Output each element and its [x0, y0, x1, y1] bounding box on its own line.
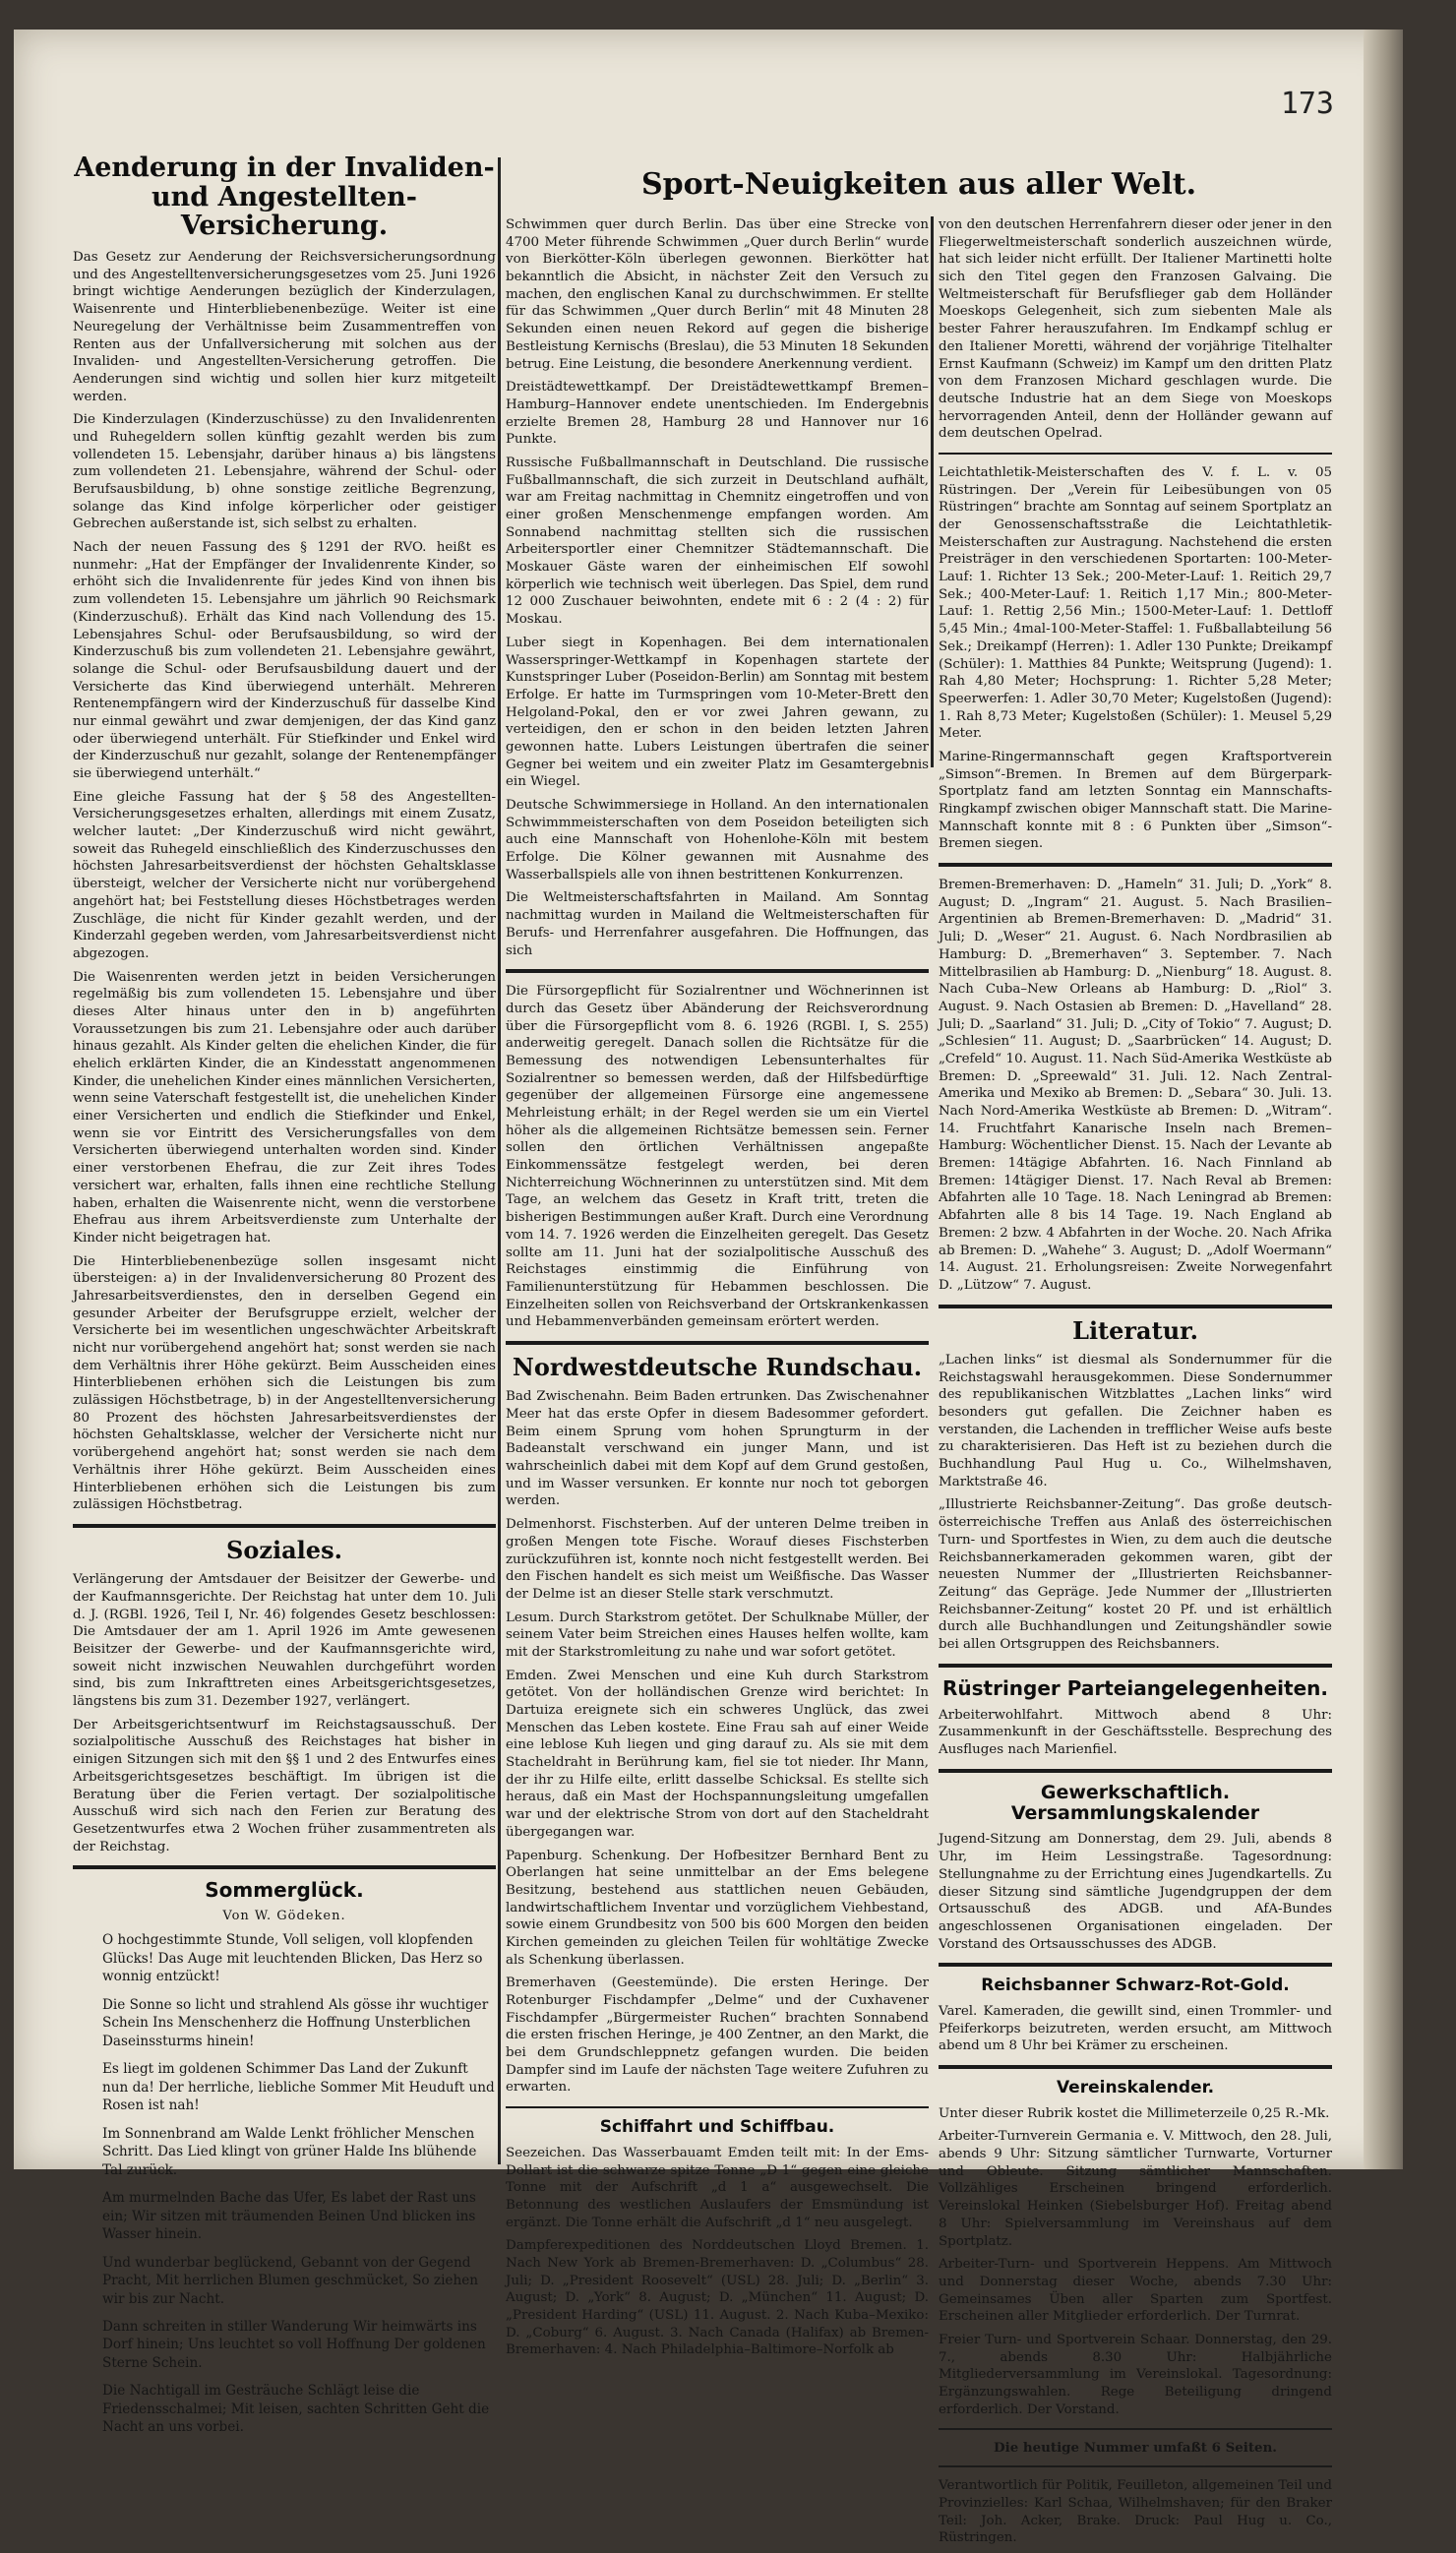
- paragraph: Emden. Zwei Menschen und eine Kuh durch Starkstrom getötet. Von der holländischen Grenze wird berichtet: In Dartuiza ereignete sich ein schweres Unglück, das zwei Menschen das Leben kostete. Eine Frau sah auf einer Weide eine leblose Kuh liegen und ging darauf zu. Als sie mit dem Stacheldraht in Berührung kam, fiel sie tot nieder. Ihr Mann, der ihr zu Hilfe eilte, erlitt dasselbe Schicksal. Es stellte sich heraus, daß ein Mast der Hochspannungsleitung umgefallen war und der elektrische Strom von dort auf den Stacheldraht übergegangen war.: [506, 1668, 929, 1840]
- poem: [73, 1931, 496, 2437]
- paragraph: „Lachen links“ ist diesmal als Sondernummer für die Reichstagswahl herausgekommen. Diese Sondernummer des republikanischen Witzblattes „Lachen links“ wird besonders gut gefallen. Die Zeichner haben es verstanden, die Lachenden in trefflicher Weise aufs beste zu charakterisieren. Das Heft ist zu beziehen durch die Buchhandlung Paul Hug u. Co., Wilhelmshaven, Marktstraße 46.: [939, 1352, 1332, 1489]
- divider: [939, 863, 1332, 867]
- paragraph: Das Gesetz zur Aenderung der Reichsversicherungsordnung und des Angestelltenversicherungsgesetzes vom 25. Juni 1926 bringt wichtige Aenderungen bezüglich der Kinderzulagen, Waisenrente und Hinterbliebenenbezüge. Weiter ist eine Neuregelung der Verhältnisse beim Zusammentreffen von Renten aus der Unfallversicherung mit solchen aus der Invaliden- und Angestellten-Versicherung getroffen. Die Aenderungen sind wichtig und sollen hier kurz mitgeteilt werden.: [73, 250, 496, 404]
- paragraph: Russische Fußballmannschaft in Deutschland. Die russische Fußballmannschaft, die sich zurzeit in Deutschland aufhält, war am Freitag nachmittag in Chemnitz eingetroffen und von einer großen Menschenmenge empfangen worden. Am Sonnabend nachmittag stellten sich die russischen Arbeitersportler einer Chemnitzer Städtemannschaft. Die Moskauer Gäste waren der einheimischen Elf sowohl körperlich wie technisch weit überlegen. Das Spiel, dem rund 12 000 Zuschauer beiwohnten, endete mit 6 : 2 (4 : 2) für Moskau.: [506, 455, 929, 628]
- section-title-vereinskalender: Vereinskalender.: [1056, 2078, 1215, 2098]
- paragraph: von den deutschen Herrenfahrern dieser oder jener in den Fliegerweltmeisterschaft sonderlich auszeichnen würde, hat sich leider nicht erfüllt. Der Italiener Martinetti holte sich den Titel gegen den Franzosen Galvaing. Die Weltmeisterschaft für Berufsflieger gab dem Holländer Moeskops Gelegenheit, sich zum siebenten Male als bester Fahrer herauszufahren. Im Endkampf schlug er den Italiener Moretti, während der vorjährige Titelhalter Ernst Kaufmann (Schweiz) im Kampf um den dritten Platz von dem Franzosen Michard geschlagen wurde. Die deutsche Industrie hat an dem Siege von Moeskops hervorragenden Anteil, denn der Holländer gewann auf dem deutschen Opelrad.: [939, 217, 1332, 442]
- paragraph: Marine-Ringermannschaft gegen Kraftsportverein „Simson“-Bremen. In Bremen auf dem Bürgerpark-Sportplatz fand am letzten Sonntag ein Mannschafts-Ringkampf zwischen obiger Mannschaft statt. Die Marine-Mannschaft konnte mit 8 : 6 Punkten über „Simson“-Bremen siegen.: [939, 749, 1332, 852]
- paragraph: Papenburg. Schenkung. Der Hofbesitzer Bernhard Bent zu Oberlangen hat seine unmittelbar an der Ems belegene Besitzung, bestehend aus stattlichen neuen Gebäuden, landwirtschaftlichem Inventar und vorzüglichem Viehbestand, sowie einem Grundbesitz von 500 bis 600 Morgen den beiden Kirchen gemeinden zu gleichen Teilen für wohltätige Zwecke als Schenkung überlassen.: [506, 1848, 929, 1968]
- paragraph: Die Hinterbliebenenbezüge sollen insgesamt nicht übersteigen: a) in der Invalidenversicherung 80 Prozent des Jahresarbeitsverdienstes, den in derselben Gegend ein gesunder Arbeiter der Berufsgruppe erzielt, welcher der Versicherte bei im wesentlichen ungeschwächter Arbeitskraft nicht nur vorübergehend angehört hat; sonst werden sie nach dem Verhältnis ihrer Höhe gekürzt. Beim Ausscheiden eines Hinterbliebenen erhöhen sich die Leistungen bis zum zulässigen Höchstbetrage, b) in der Angestelltenversicherung 80 Prozent des höchsten Jahresarbeitsverdienstes der höchsten Gehaltsklasse, welcher der Versicherte nicht nur vorübergehend angehört hat; sonst werden sie nach dem Verhältnis ihrer Höhe gekürzt. Beim Ausscheiden eines Hinterbliebenen erhöhen sich die Leistungen bis zum zulässigen Höchstbetrag.: [73, 1253, 496, 1513]
- paragraph: Arbeiter-Turnverein Germania e. V. Mittwoch, den 28. Juli, abends 9 Uhr: Sitzung sämtlicher Turnwarte, Vorturner und Obleute. Sitzung sämtlicher Mannschaften. Vollzähliges Erscheinen bringend erforderlich. Vereinslokal Heinken (Siebelsburger Hof). Freitag abend 8 Uhr: Spielversammlung im Vereinshaus auf dem Sportplatz.: [939, 2129, 1332, 2249]
- paragraph: Unter dieser Rubrik kostet die Millimeterzeile 0,25 R.-Mk.: [939, 2105, 1330, 2121]
- section-title-gewerkschaft: Gewerkschaftlich. Versammlungskalender: [1010, 1781, 1260, 1824]
- imprint: Verantwortlich für Politik, Feuilleton, allgemeinen Teil und Provinzielles: Karl Schaa, Wilhelmshaven; für den Braker Teil: Joh. Acker, Brake. Druck: Paul Hug u. Co., Rüstringen.: [939, 2478, 1332, 2546]
- divider: [73, 1865, 496, 1869]
- poem-stanza: Die Nachtigall im Gesträuche Schlägt leise die Friedensschalmei; Mit leisen, sachten Schritten Geht die Nacht an uns vorbei.: [102, 2383, 490, 2436]
- section-title-partei: Rüstringer Parteiangelegenheiten.: [941, 1675, 1328, 1700]
- paragraph: Arbeiter-Turn- und Sportverein Heppens. Am Mittwoch und Donnerstag dieser Woche, abends 7.30 Uhr: Gemeinsames Üben aller Sparten zum Sportfest. Erscheinen aller Mitglieder erforderlich. Der Turnrat.: [939, 2257, 1332, 2325]
- divider: [939, 453, 1332, 455]
- article-title-invaliden: Aenderung in der Invaliden- und Angestellten-Versicherung.: [74, 152, 495, 242]
- poem-stanza: Die Sonne so licht und strahlend Als gösse ihr wuchtiger Schein Ins Menschenherz die Hoffnung Unsterblichen Daseinssturms hinein!: [102, 1996, 489, 2049]
- newspaper-page: [14, 30, 1403, 2546]
- paragraph: Dreistädtewettkampf. Der Dreistädtewettkampf Bremen–Hamburg–Hannover endete unentschieden. Im Endergebnis erzielte Bremen 28, Hamburg 28 und Hannover nur 16 Punkte.: [506, 380, 929, 448]
- paragraph: Luber siegt in Kopenhagen. Bei dem internationalen Wasserspringer-Wettkampf in Kopenhagen startete der Kunstspringer Luber (Poseidon-Berlin) am Sonntag mit bestem Erfolge. Er hatte im Turmspringen vom 10-Meter-Brett den Helgoland-Pokal, den er vor zwei Jahren gewann, zu verteidigen, den er schon in den beiden letzten Jahren gewonnen hatte. Lubers Leistungen übertrafen die seiner Gegner bei weitem und ein zweiter Platz im Gesamtergebnis ein Wiegel.: [506, 635, 929, 790]
- paragraph: Bremen-Bremerhaven: D. „Hameln“ 31. Juli; D. „York“ 8. August; D. „Ingram“ 21. August. 5. Nach Brasilien–Argentinien ab Bremen-Bremerhaven: D. „Madrid“ 31. Juli; D. „Weser“ 21. August. 6. Nach Nordbrasilien ab Hamburg: D. „Bremerhaven“ 3. September. 7. Nach Mittelbrasilien ab Hamburg: D. „Nienburg“ 18. August. 8. Nach Cuba–New Orleans ab Hamburg: D. „Riol“ 3. August. 9. Nach Ostasien ab Bremen: D. „Havelland“ 28. Juli; D. „Saarland“ 31. Juli; D. „City of Tokio“ 7. August; D. „Schlesien“ 11. August; D. „Saarbrücken“ 14. August; D. „Crefeld“ 10. August. 11. Nach Süd-Amerika Westküste ab Bremen: D. „Spreewald“ 31. Juli. 12. Nach Zentral-Amerika und Mexiko ab Bremen: D. „Sebara“ 30. Juli. 13. Nach Nord-Amerika Westküste ab Bremen: D. „Witram“. 14. Fruchtfahrt Kanarische Inseln nach Bremen–Hamburg: Wöchentlicher Dienst. 15. Nach der Levante ab Bremen: 14tägige Abfahrten. 16. Nach Finnland ab Bremen: 14tägiger Dienst. 17. Nach Reval ab Bremen: Abfahrten alle 10 Tage. 18. Nach Leningrad ab Bremen: Abfahrten alle 8 bis 14 Tage. 19. Nach England ab Bremen: 2 bzw. 4 Abfahrten in der Woche. 20. Nach Afrika ab Bremen: D. „Wahehe“ 3. August; D. „Adolf Woermann“ 14. August. 21. Erholungsreisen: Zweite Norwegenfahrt D. „Lützow“ 7. August.: [939, 878, 1332, 1293]
- section-title-literatur: Literatur.: [1072, 1315, 1198, 1345]
- divider: [939, 1664, 1332, 1668]
- divider: [939, 2465, 1332, 2467]
- paragraph: Die Weltmeisterschaftsfahrten in Mailand. Am Sonntag nachmittag wurden in Mailand die Weltmeisterschaften für Berufs- und Herrenfahrer ausgefahren. Die Hoffnungen, das sich: [506, 890, 929, 958]
- poem-stanza: Am murmelnden Bache das Ufer, Es labet der Rast uns ein; Wir sitzen mit träumenden Beinen Und blicken ins Wasser hinein.: [102, 2190, 476, 2243]
- page-edge: [1364, 30, 1403, 2169]
- divider: [939, 1769, 1332, 1773]
- sport-headline: Sport-Neuigkeiten aus aller Welt.: [640, 167, 1197, 202]
- paragraph: Arbeiterwohlfahrt. Mittwoch abend 8 Uhr: Zusammenkunft in der Geschäftsstelle. Besprechung des Ausfluges nach Marienfiel.: [939, 1707, 1332, 1758]
- section-title-reichsbanner: Reichsbanner Schwarz-Rot-Gold.: [981, 1976, 1290, 1996]
- paragraph: Eine gleiche Fassung hat der § 58 des Angestellten-Versicherungsgesetzes erhalten, allerdings mit einem Zusatz, welcher lautet: „Der Kinderzuschuß wird nicht gewährt, soweit das Ruhegeld einschließlich des Kinderzuschusses den höchsten Jahresarbeitsverdienst der höchsten Gehaltsklasse übersteigt, welcher der Versicherte nicht nur vorübergehend angehört hat; bei Feststellung dieses Höchstbetrages werden Zuschläge, die nicht für Kinder gezahlt werden, und der Kinderzahl gegeben werden, vom Jahresarbeitsverdienst nicht abgezogen.: [73, 789, 496, 961]
- paragraph: Leichtathletik-Meisterschaften des V. f. L. v. 05 Rüstringen. Der „Verein für Leibesübungen von 05 Rüstringen“ brachte am Sonntag auf seinem Sportplatz an der Genossenschaftsstraße die Leichtathletik-Meisterschaften zur Austragung. Nachstehend die ersten Preisträger in den verschiedenen Sportarten: 100-Meter-Lauf: 1. Richter 13 Sek.; 200-Meter-Lauf: 1. Reitich 29,7 Sek.; 400-Meter-Lauf: 1. Reitich 1,17 Min.; 800-Meter-Lauf: 1. Rettig 2,56 Min.; 1500-Meter-Lauf: 1. Dettloff 5,45 Min.; 4mal-100-Meter-Staffel: 1. Fußballabteilung 56 Sek.; Dreikampf (Herren): 1. Adler 130 Punkte; Dreikampf (Schüler): 1. Matthies 84 Punkte; Weitsprung (Jugend): 1. Rah 4,80 Meter; Hochsprung: 1. Richter 5,28 Meter; Speerwerfen: 1. Adler 30,70 Meter; Kugelstoßen (Jugend): 1. Rah 8,73 Meter; Kugelstoßen (Schüler): 1. Meusel 5,29 Meter.: [939, 464, 1332, 742]
- divider: [506, 969, 929, 973]
- paragraph: Verlängerung der Amtsdauer der Beisitzer der Gewerbe- und der Kaufmannsgerichte. Der Reichstag hat unter dem 10. Juli d. J. (RGBl. 1926, Teil I, Nr. 46) folgendes Gesetz beschlossen: Die Amtsdauer der am 1. April 1926 im Amte gewesenen Beisitzer der Gewerbe- und der Kaufmannsgerichte wird, soweit nicht inzwischen Neuwahlen durchgeführt worden sind, bis zum Inkrafttreten eines Arbeitsgerichtsgesetzes, längstens bis zum 31. Dezember 1927, verlängert.: [73, 1572, 496, 1710]
- paragraph: Die Fürsorgepflicht für Sozialrentner und Wöchnerinnen ist durch das Gesetz über Abänderung der Reichsverordnung über die Fürsorgepflicht vom 8. 6. 1926 (RGBl. I, S. 255) anderweitig geregelt. Danach sollen die Richtsätze für die Bemessung des notwendigen Lebensunterhaltes für Sozialrentner so bemessen werden, daß der Hilfsbedürftige gegenüber der allgemeinen Fürsorge eine angemessene Mehrleistung erhält; in der Regel werden sie um ein Viertel höher als die allgemeinen Richtsätze bemessen sein. Ferner sollen den örtlichen Verhältnissen angepaßte Einkommenssätze festgelegt werden, bei deren Nichterreichung Wöchnerinnen zu unterstützen sind. Mit dem Tage, an welchem das Gesetz in Kraft tritt, treten die bisherigen Bestimmungen außer Kraft. Durch eine Verordnung vom 14. 7. 1926 werden die Einzelheiten geregelt. Das Gesetz sollte am 11. Juni hat der sozialpolitische Ausschuß des Reichstages einstimmig die Einführung von Familienunterstützung für Hebammen beschlossen. Die Einzelheiten sollen von Reichsverband der Ortskrankenkassen und Hebammenverbänden gemeinsam erörtert werden.: [506, 984, 929, 1330]
- paragraph: Die Kinderzulagen (Kinderzuschüsse) zu den Invalidenrenten und Ruhegeldern sollen künftig gezahlt werden bis zum vollendeten 15. Lebensjahr, darüber hinaus a) bis längstens zum vollendeten 21. Lebensjahre, während der Schul- oder Berufsausbildung, b) ohne sonstige zeitliche Begrenzung, solange das Kind infolge körperlicher oder geistiger Gebrechen außerstande ist, sich selbst zu erhalten.: [73, 412, 496, 532]
- section-title-schiffahrt: Schiffahrt und Schiffbau.: [599, 2117, 835, 2138]
- page-count-note: Die heutige Nummer umfaßt 6 Seiten.: [994, 2440, 1277, 2457]
- divider: [939, 2065, 1332, 2069]
- poem-stanza: Dann schreiten in stiller Wanderung Wir heimwärts ins Dorf hinein; Uns leuchtet so voll Hoffnung Der goldenen Sterne Schein.: [102, 2318, 486, 2371]
- paragraph: Freier Turn- und Sportverein Schaar. Donnerstag, den 29. 7., abends 8.30 Uhr: Halbjährliche Mitgliederversammlung im Vereinslokal. Tagesordnung: Ergänzungswahlen. Rege Beteiligung dringend erforderlich. Der Vorstand.: [939, 2332, 1332, 2417]
- divider: [939, 2428, 1332, 2430]
- poem-author: Von W. Gödeken.: [222, 1909, 346, 1924]
- column-2: [506, 216, 929, 2365]
- section-title-nordwest: Nordwestdeutsche Rundschau.: [512, 1352, 923, 1381]
- paragraph: Seezeichen. Das Wasserbauamt Emden teilt mit: In der Ems-Dollart ist die schwarze spitze Tonne „D 1“ gegen eine gleiche Tonne mit der Aufschrift „d 1 a“ ausgewechselt. Die Betonnung des westlichen Auslaufers der Emsmündung ist ergänzt. Die Tonne erhält die Aufschrift „d 1“ neu ausgelegt.: [506, 2145, 929, 2230]
- paragraph: Delmenhorst. Fischsterben. Auf der unteren Delme treiben in großen Mengen tote Fische. Worauf dieses Fischsterben zurückzuführen ist, konnte noch nicht festgestellt werden. Bei den Fischen handelt es sich meist um Weißfische. Das Wasser der Delme ist an dieser Stelle stark verschmutzt.: [506, 1517, 929, 1602]
- poem-stanza: O hochgestimmte Stunde, Voll seligen, voll klopfenden Glücks! Das Auge mit leuchtenden Blicken, Das Herz so wonnig entzückt!: [102, 1932, 483, 1985]
- poem-stanza: Und wunderbar beglückend, Gebannt von der Gegend Pracht, Mit herrlichen Blumen geschmücket, So ziehen wir bis zur Nacht.: [102, 2254, 479, 2307]
- paragraph: Schwimmen quer durch Berlin. Das über eine Strecke von 4700 Meter führende Schwimmen „Quer durch Berlin“ wurde von Bierkötter-Köln überlegen gewonnen. Bierkötter hat bekanntlich die Absicht, in nächster Zeit den Versuch zu machen, den englischen Kanal zu durchschwimmen. Er stellte für das Schwimmen „Quer durch Berlin“ mit 48 Minuten 28 Sekunden einen neuen Rekord auf gegen die bisherige Bestleistung Kernischs (Breslau), die 53 Minuten 18 Sekunden betrug. Eine Leistung, die besondere Anerkennung verdient.: [506, 217, 929, 372]
- paragraph: Nach der neuen Fassung des § 1291 der RVO. heißt es nunmehr: „Hat der Empfänger der Invalidenrente Kinder, so erhöht sich die Invalidenrente für jedes Kind von ihnen bis zum vollendeten 15. Lebensjahre um jährlich 90 Reichsmark (Kinderzuschuß). Erhält das Kind nach Vollendung des 15. Lebensjahres Schul- oder Berufsausbildung, so wird der Kinderzuschuß bis zum vollendeten 21. Lebensjahre gewährt, solange die Schul- oder Berufsausbildung dauert und der Versicherte das Kind überwiegend unterhält. Mehreren Rentenempfängern wird der Kinderzuschuß für dasselbe Kind nur einmal gewährt und zwar demjenigen, der das Kind ganz oder überwiegend unterhält. Für Stiefkinder und Enkel wird der Kinderzuschuß nur gezahlt, solange der Rentenempfänger sie überwiegend unterhält.“: [73, 540, 496, 781]
- paragraph: Lesum. Durch Starkstrom getötet. Der Schulknabe Müller, der seinem Vater beim Streichen eines Hauses helfen wollte, kam mit der Starkstromleitung zu nahe und war sofort getötet.: [506, 1610, 929, 1660]
- poem-stanza: Im Sonnenbrand am Walde Lenkt fröhlicher Menschen Schritt. Das Lied klingt von grüner Halde Ins blühende Tal zurück.: [102, 2125, 477, 2178]
- divider: [506, 1341, 929, 1345]
- paragraph: „Illustrierte Reichsbanner-Zeitung“. Das große deutsch-österreichische Treffen aus Anlaß des österreichischen Turn- und Sportfestes in Wien, zu dem auch die deutsche Reichsbannerkameraden gekommen waren, gibt der neuesten Nummer der „Illustrierten Reichsbanner-Zeitung“ das Gepräge. Jede Nummer der „Illustrierten Reichsbanner-Zeitung“ kostet 20 Pf. und ist erhältlich durch alle Buchhandlungen und Zeitungshändler sowie bei allen Ortsgruppen des Reichsbanners.: [939, 1497, 1332, 1652]
- paragraph: Der Arbeitsgerichtsentwurf im Reichstagsausschuß. Der sozialpolitische Ausschuß des Reichstages hat bisher in einigen Sitzungen sich mit den §§ 1 und 2 des Entwurfes eines Arbeitsgerichtsgesetzes beschäftigt. Im übrigen ist die Beratung über die Ferien vertagt. Der sozialpolitische Ausschuß wird sich nach den Ferien zur Beratung des Gesetzentwurfes etwa 2 Wochen früher zusammentreten als der Reichstag.: [73, 1717, 496, 1854]
- paragraph: Jugend-Sitzung am Donnerstag, dem 29. Juli, abends 8 Uhr, im Heim Lessingstraße. Tagesordnung: Stellungnahme zu der Errichtung eines Jugendkartells. Zu dieser Sitzung sind sämtliche Jugendgruppen der dem Ortsausschuß des ADGB. und AfA-Bundes angeschlossenen Organisationen eingeladen. Der Vorstand des Ortsausschusses des ADGB.: [939, 1832, 1332, 1952]
- divider: [506, 2106, 929, 2108]
- paragraph: Die Waisenrenten werden jetzt in beiden Versicherungen regelmäßig bis zum vollendeten 15. Lebensjahre und über dieses Alter hinaus unter den in b) angeführten Voraussetzungen bis zum 21. Lebensjahre oder auch darüber hinaus gezahlt. Als Kinder gelten die ehelichen Kinder, die für ehelich erklärten Kinder, die an Kindesstatt angenommenen Kinder, die unehelichen Kinder eines männlichen Versicherten, wenn seine Vaterschaft festgestellt ist, die unehelichen Kinder einer Versicherten und endlich die Stiefkinder und Enkel, wenn sie vor Eintritt des Versicherungsfalles von dem Versicherten überwiegend unterhalten worden sind. Kinder einer verstorbenen Ehefrau, die zur Zeit ihres Todes versichert war, erhalten, falls ihnen eine rechtliche Stellung haben, erhalten die Waisenrente nicht, wenn die verstorbene Ehefrau aus ihrem Arbeitsverdienste zum Unterhalte der Kinder nicht beigetragen hat.: [73, 969, 496, 1246]
- paragraph: Deutsche Schwimmersiege in Holland. An den internationalen Schwimmmeisterschaften von dem Poseidon beteiligten sich auch eine Mannschaft von Hohenlohe-Köln mit bestem Erfolge. Die Kölner gewannen mit Ausnahme des Wasserballspiels alle von ihnen bestrittenen Konkurrenzen.: [506, 798, 929, 882]
- divider: [73, 1524, 496, 1528]
- column-3: [939, 216, 1332, 2553]
- section-title-soziales: Soziales.: [226, 1535, 342, 1564]
- paragraph: Dampferexpeditionen des Norddeutschen Lloyd Bremen. 1. Nach New York ab Bremen-Bremerhaven: D. „Columbus“ 28. Juli; D. „President Roosevelt“ (USL) 28. Juli; D. „Berlin“ 3. August; D. „York“ 8. August; D. „München“ 11. August; D. „President Harding“ (USL) 11. August. 2. Nach Kuba–Mexiko: D. „Coburg“ 6. August. 3. Nach Canada (Halifax) ab Bremen-Bremerhaven: 4. Nach Philadelphia–Baltimore–Norfolk ab: [506, 2238, 929, 2358]
- poem-stanza: Es liegt im goldenen Schimmer Das Land der Zukunft nun da! Der herrliche, liebliche Sommer Mit Heuduft und Rosen ist nah!: [102, 2061, 495, 2114]
- divider: [939, 1305, 1332, 1308]
- column-rule-2: [931, 216, 934, 767]
- column-1: [73, 148, 496, 2447]
- page-number: 173: [1280, 87, 1334, 121]
- paragraph: Bad Zwischenahn. Beim Baden ertrunken. Das Zwischenahner Meer hat das erste Opfer in diesem Badesommer gefordert. Beim einem Sprung vom hohen Sprungturm in der Badeanstalt verschwand ein junger Mann, und ist wahrscheinlich dabei mit dem Kopf auf dem Grund gestoßen, und im Wasser versunken. Er konnte nur noch tot geborgen werden.: [506, 1389, 929, 1509]
- poem-title: Sommerglück.: [205, 1878, 364, 1903]
- divider: [939, 1963, 1332, 1967]
- paragraph: Varel. Kameraden, die gewillt sind, einen Trommler- und Pfeiferkorps beizutreten, werden ersucht, am Mittwoch abend um 8 Uhr bei Krämer zu erscheinen.: [939, 2003, 1332, 2054]
- column-rule-1: [498, 157, 501, 2164]
- paragraph: Bremerhaven (Geestemünde). Die ersten Heringe. Der Rotenburger Fischdampfer „Delme“ und der Cuxhavener Fischdampfer „Bürgermeister Ruchen“ brachten Sonnabend die ersten frischen Heringe, je 400 Zentner, an den Markt, die bei dem Grundschleppnetz gefangen wurden. Die beiden Dampfer sind im Laufe der nächsten Tage weitere Zufuhren zu erwarten.: [506, 1976, 929, 2096]
